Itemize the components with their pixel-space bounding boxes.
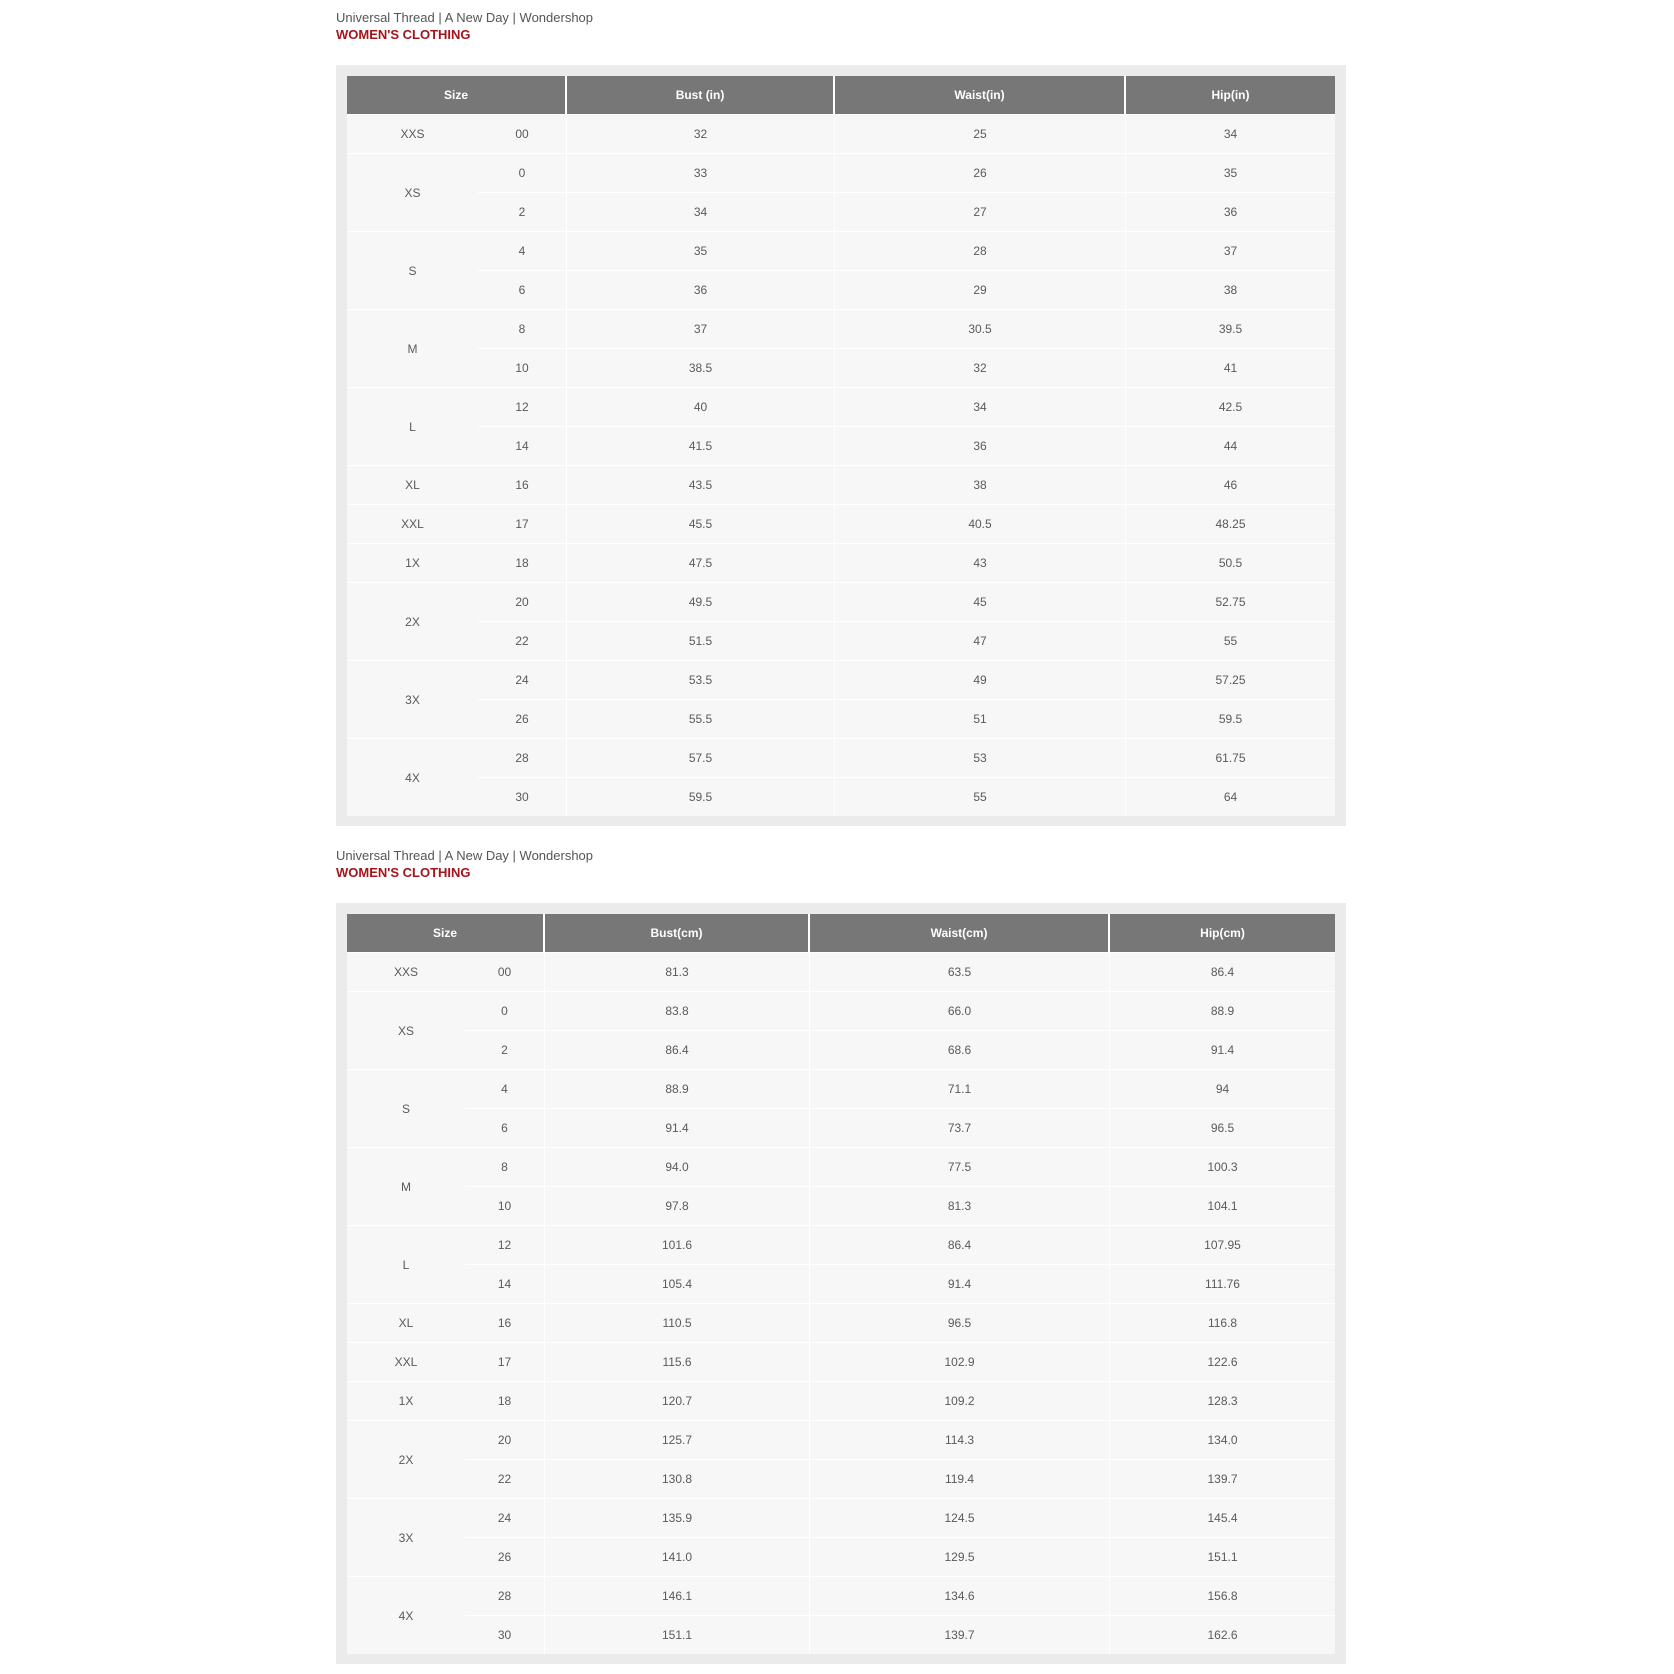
waist-cell: 34 xyxy=(835,387,1126,426)
letter-size-cell: 3X xyxy=(347,1498,465,1576)
bust-cell: 115.6 xyxy=(545,1342,810,1381)
waist-cell: 139.7 xyxy=(810,1615,1110,1654)
header-row xyxy=(347,914,1335,952)
waist-cell: 86.4 xyxy=(810,1225,1110,1264)
size-table xyxy=(347,76,1335,816)
table-row xyxy=(347,348,1335,387)
waist-cell: 119.4 xyxy=(810,1459,1110,1498)
letter-size-cell: 2X xyxy=(347,582,478,660)
numeric-size-cell: 30 xyxy=(465,1615,545,1654)
numeric-size-cell: 14 xyxy=(478,426,567,465)
bust-cell: 40 xyxy=(567,387,835,426)
hip-cell: 35 xyxy=(1126,153,1335,192)
waist-cell: 30.5 xyxy=(835,309,1126,348)
hip-cell: 162.6 xyxy=(1110,1615,1335,1654)
table-row xyxy=(347,1381,1335,1420)
bust-cell: 47.5 xyxy=(567,543,835,582)
numeric-size-cell: 00 xyxy=(478,114,567,153)
waist-cell: 96.5 xyxy=(810,1303,1110,1342)
numeric-size-cell: 8 xyxy=(465,1147,545,1186)
numeric-size-cell: 8 xyxy=(478,309,567,348)
bust-cell: 83.8 xyxy=(545,991,810,1030)
numeric-size-cell: 14 xyxy=(465,1264,545,1303)
waist-cell: 40.5 xyxy=(835,504,1126,543)
numeric-size-cell: 30 xyxy=(478,777,567,816)
table-row xyxy=(347,1147,1335,1186)
letter-size-cell: 4X xyxy=(347,1576,465,1654)
table-row xyxy=(347,192,1335,231)
letter-size-cell: L xyxy=(347,387,478,465)
numeric-size-cell: 24 xyxy=(478,660,567,699)
size-table xyxy=(347,914,1335,1654)
waist-cell: 114.3 xyxy=(810,1420,1110,1459)
bust-cell: 37 xyxy=(567,309,835,348)
bust-cell: 97.8 xyxy=(545,1186,810,1225)
bust-cell: 41.5 xyxy=(567,426,835,465)
numeric-size-cell: 2 xyxy=(465,1030,545,1069)
hip-cell: 88.9 xyxy=(1110,991,1335,1030)
section-title: WOMEN'S CLOTHING xyxy=(336,865,471,880)
letter-size-cell: XXL xyxy=(347,1342,465,1381)
letter-size-cell: XL xyxy=(347,465,478,504)
table-row xyxy=(347,504,1335,543)
table-row xyxy=(347,699,1335,738)
numeric-size-cell: 17 xyxy=(478,504,567,543)
bust-cell: 43.5 xyxy=(567,465,835,504)
waist-cell: 32 xyxy=(835,348,1126,387)
numeric-size-cell: 22 xyxy=(465,1459,545,1498)
bust-cell: 88.9 xyxy=(545,1069,810,1108)
table-frame xyxy=(336,65,1346,826)
numeric-size-cell: 10 xyxy=(465,1186,545,1225)
hip-cell: 128.3 xyxy=(1110,1381,1335,1420)
hip-cell: 44 xyxy=(1126,426,1335,465)
table-row xyxy=(347,1108,1335,1147)
numeric-size-cell: 17 xyxy=(465,1342,545,1381)
table-row xyxy=(347,1342,1335,1381)
hip-cell: 50.5 xyxy=(1126,543,1335,582)
hip-cell: 139.7 xyxy=(1110,1459,1335,1498)
letter-size-cell: L xyxy=(347,1225,465,1303)
hip-cell: 91.4 xyxy=(1110,1030,1335,1069)
waist-cell: 102.9 xyxy=(810,1342,1110,1381)
bust-cell: 141.0 xyxy=(545,1537,810,1576)
waist-cell: 25 xyxy=(835,114,1126,153)
letter-size-cell: 1X xyxy=(347,1381,465,1420)
numeric-size-cell: 18 xyxy=(478,543,567,582)
hip-cell: 64 xyxy=(1126,777,1335,816)
table-row xyxy=(347,231,1335,270)
bust-cell: 55.5 xyxy=(567,699,835,738)
table-row xyxy=(347,387,1335,426)
numeric-size-cell: 0 xyxy=(465,991,545,1030)
table-row xyxy=(347,309,1335,348)
hip-cell: 104.1 xyxy=(1110,1186,1335,1225)
header-bust: Bust(cm) xyxy=(545,914,810,952)
waist-cell: 81.3 xyxy=(810,1186,1110,1225)
table-row xyxy=(347,1498,1335,1537)
hip-cell: 52.75 xyxy=(1126,582,1335,621)
table-row xyxy=(347,1420,1335,1459)
numeric-size-cell: 28 xyxy=(478,738,567,777)
bust-cell: 110.5 xyxy=(545,1303,810,1342)
hip-cell: 55 xyxy=(1126,621,1335,660)
hip-cell: 107.95 xyxy=(1110,1225,1335,1264)
letter-size-cell: M xyxy=(347,309,478,387)
header-size: Size xyxy=(347,76,567,114)
table-row xyxy=(347,660,1335,699)
waist-cell: 51 xyxy=(835,699,1126,738)
hip-cell: 111.76 xyxy=(1110,1264,1335,1303)
waist-cell: 91.4 xyxy=(810,1264,1110,1303)
table-row xyxy=(347,153,1335,192)
hip-cell: 122.6 xyxy=(1110,1342,1335,1381)
table-body xyxy=(347,114,1335,816)
bust-cell: 49.5 xyxy=(567,582,835,621)
letter-size-cell: XXS xyxy=(347,114,478,153)
hip-cell: 46 xyxy=(1126,465,1335,504)
size-chart-centimeters xyxy=(336,848,1346,1664)
hip-cell: 100.3 xyxy=(1110,1147,1335,1186)
numeric-size-cell: 16 xyxy=(465,1303,545,1342)
hip-cell: 38 xyxy=(1126,270,1335,309)
hip-cell: 34 xyxy=(1126,114,1335,153)
numeric-size-cell: 12 xyxy=(465,1225,545,1264)
letter-size-cell: XXL xyxy=(347,504,478,543)
hip-cell: 94 xyxy=(1110,1069,1335,1108)
waist-cell: 66.0 xyxy=(810,991,1110,1030)
bust-cell: 32 xyxy=(567,114,835,153)
waist-cell: 134.6 xyxy=(810,1576,1110,1615)
waist-cell: 129.5 xyxy=(810,1537,1110,1576)
numeric-size-cell: 16 xyxy=(478,465,567,504)
table-row xyxy=(347,114,1335,153)
waist-cell: 63.5 xyxy=(810,952,1110,991)
waist-cell: 73.7 xyxy=(810,1108,1110,1147)
numeric-size-cell: 20 xyxy=(478,582,567,621)
bust-cell: 59.5 xyxy=(567,777,835,816)
waist-cell: 38 xyxy=(835,465,1126,504)
waist-cell: 77.5 xyxy=(810,1147,1110,1186)
waist-cell: 27 xyxy=(835,192,1126,231)
hip-cell: 59.5 xyxy=(1126,699,1335,738)
hip-cell: 37 xyxy=(1126,231,1335,270)
waist-cell: 36 xyxy=(835,426,1126,465)
bust-cell: 135.9 xyxy=(545,1498,810,1537)
waist-cell: 26 xyxy=(835,153,1126,192)
bust-cell: 36 xyxy=(567,270,835,309)
bust-cell: 45.5 xyxy=(567,504,835,543)
table-row xyxy=(347,1186,1335,1225)
numeric-size-cell: 4 xyxy=(465,1069,545,1108)
table-row xyxy=(347,1615,1335,1654)
section-title: WOMEN'S CLOTHING xyxy=(336,27,471,42)
letter-size-cell: XL xyxy=(347,1303,465,1342)
numeric-size-cell: 6 xyxy=(465,1108,545,1147)
hip-cell: 151.1 xyxy=(1110,1537,1335,1576)
bust-cell: 101.6 xyxy=(545,1225,810,1264)
table-row xyxy=(347,1537,1335,1576)
table-row xyxy=(347,582,1335,621)
brand-list: Universal Thread | A New Day | Wondershop xyxy=(336,848,594,863)
numeric-size-cell: 10 xyxy=(478,348,567,387)
table-row xyxy=(347,621,1335,660)
hip-cell: 57.25 xyxy=(1126,660,1335,699)
bust-cell: 34 xyxy=(567,192,835,231)
numeric-size-cell: 6 xyxy=(478,270,567,309)
letter-size-cell: 1X xyxy=(347,543,478,582)
bust-cell: 151.1 xyxy=(545,1615,810,1654)
letter-size-cell: 2X xyxy=(347,1420,465,1498)
header-bust: Bust (in) xyxy=(567,76,835,114)
waist-cell: 47 xyxy=(835,621,1126,660)
bust-cell: 120.7 xyxy=(545,1381,810,1420)
table-row xyxy=(347,1225,1335,1264)
hip-cell: 42.5 xyxy=(1126,387,1335,426)
table-row xyxy=(347,991,1335,1030)
bust-cell: 105.4 xyxy=(545,1264,810,1303)
table-row xyxy=(347,543,1335,582)
hip-cell: 39.5 xyxy=(1126,309,1335,348)
table-row xyxy=(347,465,1335,504)
waist-cell: 43 xyxy=(835,543,1126,582)
bust-cell: 53.5 xyxy=(567,660,835,699)
letter-size-cell: XS xyxy=(347,991,465,1069)
table-row xyxy=(347,1030,1335,1069)
table-row xyxy=(347,426,1335,465)
header-size: Size xyxy=(347,914,545,952)
numeric-size-cell: 2 xyxy=(478,192,567,231)
table-row xyxy=(347,1303,1335,1342)
waist-cell: 53 xyxy=(835,738,1126,777)
hip-cell: 41 xyxy=(1126,348,1335,387)
letter-size-cell: S xyxy=(347,1069,465,1147)
table-row xyxy=(347,738,1335,777)
waist-cell: 68.6 xyxy=(810,1030,1110,1069)
header-hip: Hip(in) xyxy=(1126,76,1335,114)
numeric-size-cell: 28 xyxy=(465,1576,545,1615)
waist-cell: 71.1 xyxy=(810,1069,1110,1108)
table-row xyxy=(347,1069,1335,1108)
table-body xyxy=(347,952,1335,1654)
hip-cell: 96.5 xyxy=(1110,1108,1335,1147)
waist-cell: 28 xyxy=(835,231,1126,270)
letter-size-cell: 3X xyxy=(347,660,478,738)
bust-cell: 125.7 xyxy=(545,1420,810,1459)
table-row xyxy=(347,1576,1335,1615)
bust-cell: 86.4 xyxy=(545,1030,810,1069)
bust-cell: 33 xyxy=(567,153,835,192)
waist-cell: 55 xyxy=(835,777,1126,816)
hip-cell: 156.8 xyxy=(1110,1576,1335,1615)
numeric-size-cell: 26 xyxy=(465,1537,545,1576)
table-row xyxy=(347,777,1335,816)
numeric-size-cell: 0 xyxy=(478,153,567,192)
hip-cell: 36 xyxy=(1126,192,1335,231)
hip-cell: 48.25 xyxy=(1126,504,1335,543)
waist-cell: 49 xyxy=(835,660,1126,699)
hip-cell: 116.8 xyxy=(1110,1303,1335,1342)
bust-cell: 51.5 xyxy=(567,621,835,660)
numeric-size-cell: 24 xyxy=(465,1498,545,1537)
table-row xyxy=(347,270,1335,309)
numeric-size-cell: 4 xyxy=(478,231,567,270)
hip-cell: 134.0 xyxy=(1110,1420,1335,1459)
bust-cell: 146.1 xyxy=(545,1576,810,1615)
numeric-size-cell: 26 xyxy=(478,699,567,738)
waist-cell: 109.2 xyxy=(810,1381,1110,1420)
header-waist: Waist(in) xyxy=(835,76,1126,114)
bust-cell: 35 xyxy=(567,231,835,270)
letter-size-cell: S xyxy=(347,231,478,309)
bust-cell: 91.4 xyxy=(545,1108,810,1147)
numeric-size-cell: 00 xyxy=(465,952,545,991)
bust-cell: 81.3 xyxy=(545,952,810,991)
letter-size-cell: XS xyxy=(347,153,478,231)
table-row xyxy=(347,952,1335,991)
header-row xyxy=(347,76,1335,114)
brand-list: Universal Thread | A New Day | Wondershop xyxy=(336,10,594,25)
waist-cell: 45 xyxy=(835,582,1126,621)
hip-cell: 145.4 xyxy=(1110,1498,1335,1537)
waist-cell: 29 xyxy=(835,270,1126,309)
numeric-size-cell: 22 xyxy=(478,621,567,660)
numeric-size-cell: 18 xyxy=(465,1381,545,1420)
bust-cell: 130.8 xyxy=(545,1459,810,1498)
table-frame xyxy=(336,903,1346,1664)
header-waist: Waist(cm) xyxy=(810,914,1110,952)
bust-cell: 57.5 xyxy=(567,738,835,777)
letter-size-cell: XXS xyxy=(347,952,465,991)
size-chart-inches xyxy=(336,10,1346,826)
table-row xyxy=(347,1264,1335,1303)
letter-size-cell: M xyxy=(347,1147,465,1225)
bust-cell: 38.5 xyxy=(567,348,835,387)
header-hip: Hip(cm) xyxy=(1110,914,1335,952)
waist-cell: 124.5 xyxy=(810,1498,1110,1537)
numeric-size-cell: 12 xyxy=(478,387,567,426)
numeric-size-cell: 20 xyxy=(465,1420,545,1459)
table-row xyxy=(347,1459,1335,1498)
bust-cell: 94.0 xyxy=(545,1147,810,1186)
hip-cell: 86.4 xyxy=(1110,952,1335,991)
hip-cell: 61.75 xyxy=(1126,738,1335,777)
letter-size-cell: 4X xyxy=(347,738,478,816)
